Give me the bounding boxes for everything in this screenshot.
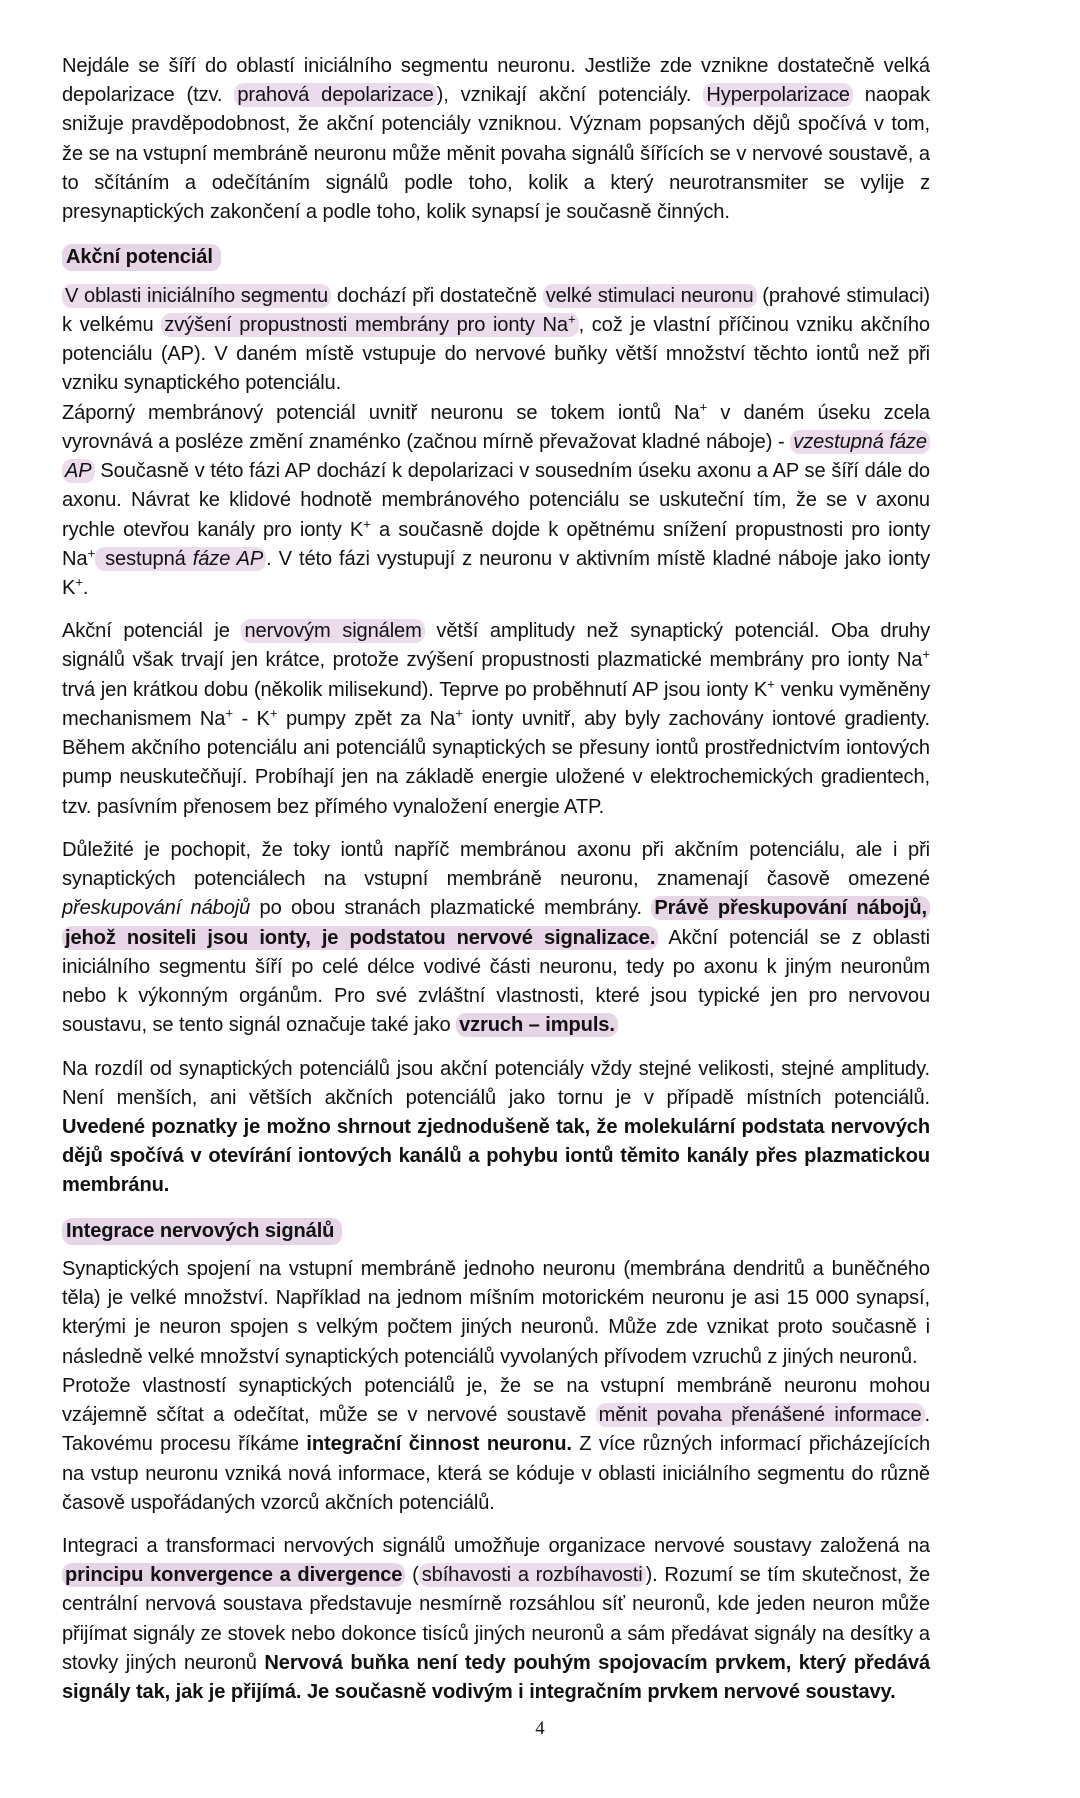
superscript-plus: + <box>455 705 463 721</box>
text-run: Akční potenciál se z oblasti iniciálního segmentu šíří po celé délce vodivé části neuronu, tedy po axonu k jiným neuronům nebo k výkonným orgánům. Pro své zvláštní vlastnosti, které jsou typické jen pro nervovou soustavu, se tento signál označuje také jako <box>62 926 930 1037</box>
paragraph-integracni-cinnost <box>62 1372 930 1518</box>
text-run: venku vyměněny mechanismem Na <box>62 678 931 730</box>
paragraph-zaporny-membranovy-potencial <box>62 399 930 604</box>
text-run: ionty uvnitř, aby byly zachovány iontové gradienty. Během akčního potenciálu ani potenciálů synaptických se přesuny iontů prostřednictvím iontových pump neuskutečňují. Probíhají jen na základě energie uložené v elektrochemických gradientech, tzv. pasívním přenosem bez přímého vynaložení energie ATP. <box>62 707 930 818</box>
text-run-bold-integracni-cinnost-neuronu: integrační činnost neuronu. <box>306 1433 572 1456</box>
highlight-vzestupna-faze-ap: vzestupná fáze AP <box>62 430 930 483</box>
superscript-plus: + <box>269 705 278 721</box>
paragraph-synapticka-spojeni <box>62 1255 930 1372</box>
text-run: trvá jen krátkou dobu (několik milisekund). Teprve po proběhnutí AP jsou ionty K <box>62 678 768 701</box>
highlight-bold-principu-konvergence-divergence: principu konvergence a divergence <box>62 1563 405 1587</box>
text-run: - K <box>232 707 270 730</box>
highlight-nervovym-signalem: nervovým signálem <box>241 619 424 643</box>
document-body <box>62 52 930 1707</box>
text-run: naopak snižuje pravděpodobnost, že akční potenciály vzniknou. Význam popsaných dějů spočívá v tom, že se na vstupní membráně neuronu může měnit povaha signálů šířících se v nervové soustavě, a to sčítáním a odečítáním signálů podle toho, kolik a který neurotransmiter se vylije z presynaptických zakončení a podle toho, kolik synapsí je současně činných. <box>62 84 930 224</box>
text-run: dochází při dostatečně <box>331 284 543 307</box>
text-run-italic: přeskupování nábojů <box>62 897 251 920</box>
text-run: zvýšení propustnosti membrány pro ionty Na <box>164 313 568 336</box>
page-number: 4 <box>535 1718 545 1739</box>
paragraph-konvergence-divergence <box>62 1532 930 1707</box>
text-run: Na rozdíl od synaptických potenciálů jsou akční potenciály vždy stejné velikosti, stejné amplitudy. Není menších, ani větších akčních potenciálů jako tornu je v případě místních potenciálů. <box>62 1057 930 1109</box>
highlight-v-oblasti-inicialniho-segmentu: V oblasti iniciálního segmentu <box>62 284 331 308</box>
text-run: větší amplitudy než synaptický potenciál. Oba druhy signálů však trvají jen krátce, protože zvýšení propustnosti plazmatické membrány pro ionty Na <box>62 620 930 672</box>
text-run: ), vznikají akční potenciály. <box>436 84 704 107</box>
paragraph-nervovy-signal <box>62 617 930 822</box>
text-run: ). Rozumí se tím skutečnost, že centrální nervová soustava představuje nesmírně rozsáhlou síť neuronů, kde jeden neuron může přijímat signály ze stovek nebo dokonce tisíců jiných neuronů a sám předávat signály na desítky a stovky jiných neuronů <box>62 1564 930 1674</box>
text-run: Synaptických spojení na vstupní membráně jednoho neuronu (membrána dendritů a buněčného těla) je velké množství. Například na jednom míšním motorickém neuronu je asi 15 000 synapsí, kterými je neuron spojen s velkým počtem jiných neuronů. Může zde vznikat proto současně i následně velké množství synaptických potenciálů vyvolaných přívodem vzruchů z jiných neuronů. <box>62 1257 930 1368</box>
superscript-plus: + <box>87 545 96 561</box>
text-run: a současně dojde k opětnému snížení propustnosti pro ionty Na <box>62 518 930 570</box>
text-run: po obou stranách plazmatické membrány. <box>250 897 652 920</box>
highlight-prahova-depolarizace: prahová depolarizace <box>234 83 436 107</box>
text-run: Důležité je pochopit, že toky iontů napříč membránou axonu při akčním potenciálu, ale i při synaptických potenciálech na vstupní membráně neuronu, znamenají časově omezené <box>62 838 930 891</box>
superscript-plus: + <box>225 705 233 721</box>
text-run: Záporný membránový potenciál uvnitř neuronu se tokem iontů Na <box>62 401 700 424</box>
superscript-plus: + <box>567 311 576 327</box>
highlight-bold-podstata-nervove-signalizace: Právě přeskupování nábojů, jehož nositeli jsou ionty, je podstatou nervové signalizace. <box>62 896 930 949</box>
highlight-sbihavosti-rozbihavosti: sbíhavosti a rozbíhavosti <box>419 1563 646 1587</box>
text-run: pumpy zpět za Na <box>277 707 456 730</box>
heading-highlight: Integrace nervových signálů <box>62 1218 342 1245</box>
paragraph-akcni-potencial-1 <box>62 282 930 399</box>
text-run: . Takovému procesu říkáme <box>62 1404 930 1456</box>
highlight-menit-povaha-prenasene-informace: měnit povaha přenášené informace <box>596 1403 925 1427</box>
paragraph-stejne-amplitudy <box>62 1055 930 1201</box>
text-run: Z více různých informací přicházejících na vstup neuronu vzniká nová informace, která se kóduje v oblasti iniciálního segmentu do různě časově uspořádaných vzorců akčních potenciálů. <box>62 1433 930 1514</box>
text-run: Akční potenciál je <box>62 620 242 643</box>
text-run: . V této fázi vystupují z neuronu v aktivním místě kladné náboje jako ionty K <box>62 547 930 599</box>
highlight-sestupna-faze-ap <box>95 547 266 571</box>
text-run: , což je vlastní příčinou vzniku akčního potenciálu (AP). V daném místě vstupuje do nervové buňky větší množství těchto iontů než při vzniku synaptického potenciálu. <box>62 313 930 395</box>
superscript-plus: + <box>922 646 930 662</box>
highlight-velke-stimulaci-neuronu: velké stimulaci neuronu <box>543 284 757 308</box>
highlight-zvyseni-propustnosti <box>161 313 578 337</box>
text-run-bold-nervova-bunka: Nervová buňka není tedy pouhým spojovacím prvkem, který předává signály tak, jak je přijímá. Je současně vodivým i integračním prvkem nervové soustavy. <box>62 1651 930 1704</box>
superscript-plus: + <box>75 574 83 590</box>
text-run: v daném úseku zcela vyrovnává a posléze změní znaménko (začnou mírně převažovat kladné náboje) - <box>62 401 930 453</box>
text-run: Současně v této fázi AP dochází k depolarizaci v sousedním úseku axonu a AP se šíří dále do axonu. Návrat ke klidové hodnotě membránového potenciálu se uskuteční tím, že se v axonu rychle otevřou kanály pro ionty K <box>62 460 930 541</box>
text-run: sestupná <box>98 547 193 570</box>
heading-highlight: Akční potenciál <box>62 244 221 271</box>
text-run-bold-uvedene-poznatky: Uvedené poznatky je možno shrnout zjednodušeně tak, že molekulární podstata nervových dějů spočívá v otevírání iontových kanálů a pohybu iontů těmito kanály přes plazmatickou membránu. <box>62 1115 930 1197</box>
paragraph-preskupovani-naboju <box>62 836 930 1041</box>
superscript-plus: + <box>767 676 775 691</box>
text-run: (prahové stimulaci) k velkému <box>62 284 931 336</box>
text-run: Nejdále se šíří do oblastí iniciálního segmentu neuronu. Jestliže zde vznikne dostatečně velká depolarizace (tzv. <box>62 55 930 107</box>
text-run: ( <box>405 1564 419 1587</box>
highlight-bold-vzruch-impuls: vzruch – impuls. <box>456 1013 618 1037</box>
text-run-italic: fáze AP <box>192 547 264 570</box>
superscript-plus: + <box>363 515 371 531</box>
text-run: Protože vlastností synaptických potenciálů je, že se na vstupní membráně neuronu mohou vzájemně sčítat a odečítat, může se v nervové soustavě <box>62 1374 930 1427</box>
paragraph-intro <box>62 52 930 227</box>
text-run: . <box>82 576 89 599</box>
section-heading-akcni-potencial <box>62 243 930 272</box>
text-run: Integraci a transformaci nervových signálů umožňuje organizace nervové soustavy založená na <box>62 1535 930 1558</box>
superscript-plus: + <box>699 398 708 414</box>
highlight-hyperpolarizace: Hyperpolarizace <box>703 83 852 107</box>
section-heading-integrace-nervovych-signalu <box>62 1217 930 1246</box>
